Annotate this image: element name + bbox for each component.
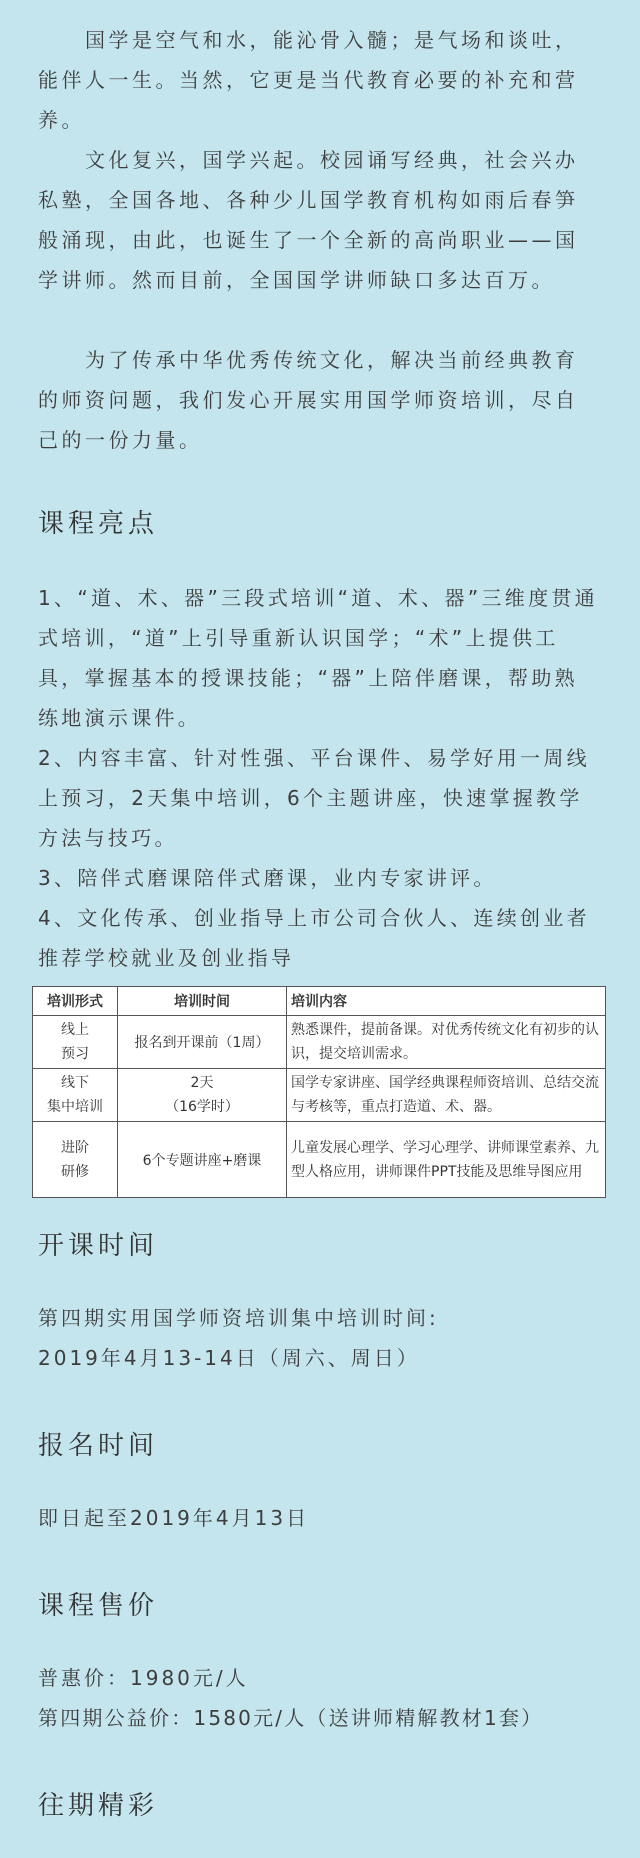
intro-paragraph-2: 文化复兴，国学兴起。校园诵写经典，社会兴办私塾，全国各地、各种少儿国学教育机构如雨后春笋般涌现，由此，也诞生了一个全新的高尚职业——国学讲师。然而目前，全国国学讲师缺口多达百万。 xyxy=(38,148,579,292)
intro-paragraph-1: 国学是空气和水，能沁骨入髓；是气场和谈吐，能伴人一生。当然，它更是当代教育必要的补充和营养。 xyxy=(38,28,579,132)
table-row xyxy=(33,1069,606,1122)
price-heading: 课程售价 xyxy=(38,1591,159,1621)
cell-time-line: （16学时） xyxy=(165,1099,239,1115)
cell-form-line: 进阶 xyxy=(61,1139,89,1156)
cell-form xyxy=(33,1069,118,1122)
table-header-row xyxy=(33,987,606,1016)
cell-content: 儿童发展心理学、学习心理学、讲师课堂素养、九型人格应用，讲师课件PPT技能及思维导图应用 xyxy=(287,1122,606,1198)
signup-heading: 报名时间 xyxy=(38,1431,159,1461)
past-highlights-heading: 往期精彩 xyxy=(38,1791,159,1821)
signup-line-1: 即日起至2019年4月13日 xyxy=(38,1506,310,1530)
cell-content: 国学专家讲座、国学经典课程师资培训、总结交流与考核等，重点打造道、术、器。 xyxy=(287,1069,606,1122)
highlights-heading: 课程亮点 xyxy=(38,509,159,539)
cell-form-line: 线下 xyxy=(61,1075,89,1091)
cell-form-line: 线上 xyxy=(61,1022,89,1038)
price-line-2: 第四期公益价：1580元/人（送讲师精解教材1套） xyxy=(38,1706,544,1730)
schedule-line-2: 2019年4月13-14日（周六、周日） xyxy=(38,1346,420,1370)
highlight-item-4: 4、文化传承、创业指导上市公司合伙人、连续创业者推荐学校就业及创业指导 xyxy=(38,906,590,970)
cell-time xyxy=(118,1069,287,1122)
header-time: 培训时间 xyxy=(118,987,287,1016)
cell-form xyxy=(33,1016,118,1069)
schedule-line-1: 第四期实用国学师资培训集中培训时间: xyxy=(38,1306,439,1330)
cell-content: 熟悉课件，提前备课。对优秀传统文化有初步的认识，提交培训需求。 xyxy=(287,1016,606,1069)
header-form: 培训形式 xyxy=(33,987,118,1016)
cell-time-line: 报名到开课前（1周） xyxy=(134,1035,270,1051)
highlight-item-2: 2、内容丰富、针对性强、平台课件、易学好用一周线上预习，2天集中培训，6个主题讲座，快速掌握教学方法与技巧。 xyxy=(38,746,590,850)
cell-form-line: 预习 xyxy=(61,1046,89,1062)
cell-time xyxy=(118,1122,287,1198)
highlight-item-3: 3、陪伴式磨课陪伴式磨课，业内专家讲评。 xyxy=(38,866,497,890)
cell-form-line: 集中培训 xyxy=(47,1099,103,1115)
cell-time-line: 2天 xyxy=(190,1075,214,1091)
highlight-item-1: 1、“道、术、器”三段式培训“道、术、器”三维度贯通式培训，“道”上引导重新认识国学；“术”上提供工具，掌握基本的授课技能；“器”上陪伴磨课，帮助熟练地演示课件。 xyxy=(38,586,598,730)
cell-time-line: 6个专题讲座+磨课 xyxy=(142,1152,262,1169)
schedule-heading: 开课时间 xyxy=(38,1231,159,1261)
cell-form-line: 研修 xyxy=(61,1163,89,1180)
price-line-1: 普惠价：1980元/人 xyxy=(38,1666,249,1690)
training-table xyxy=(32,986,606,1198)
intro-paragraph-3: 为了传承中华优秀传统文化，解决当前经典教育的师资问题，我们发心开展实用国学师资培训，尽自己的一份力量。 xyxy=(38,348,579,452)
table-row xyxy=(33,1016,606,1069)
header-content: 培训内容 xyxy=(287,987,606,1016)
table-row xyxy=(33,1122,606,1198)
cell-time xyxy=(118,1016,287,1069)
cell-form xyxy=(33,1122,118,1198)
